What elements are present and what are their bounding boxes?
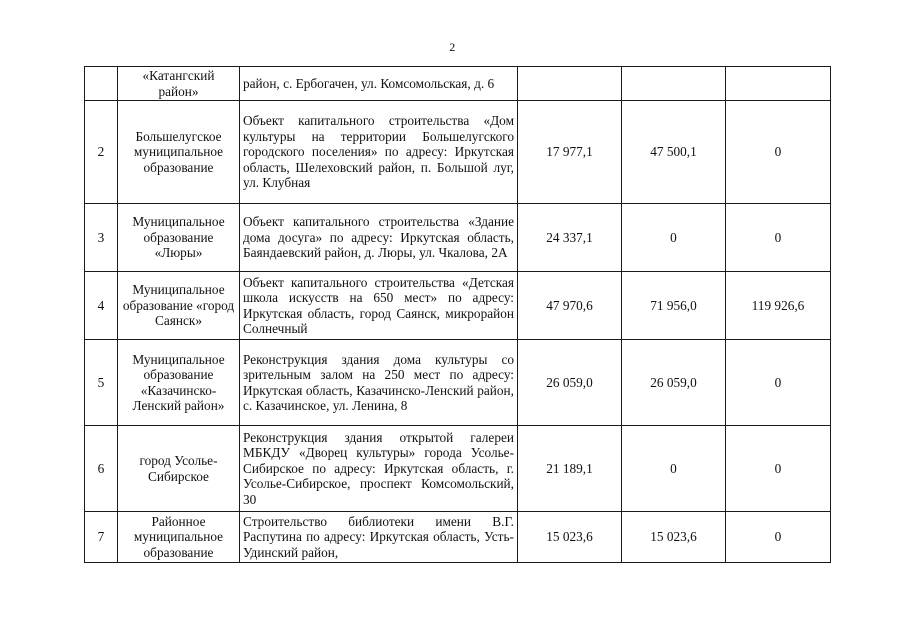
municipality-cell: Районное муниципальное образование <box>118 512 240 563</box>
table-row <box>85 340 831 426</box>
municipality-cell: Большелугское муниципальное образование <box>118 101 240 204</box>
value-cell-2 <box>622 67 726 101</box>
municipality-cell: Муниципальное образование «Люры» <box>118 204 240 272</box>
row-number: 3 <box>85 204 118 272</box>
value-cell-1: 47 970,6 <box>518 272 622 340</box>
table-row <box>85 67 831 101</box>
object-cell: Объект капитального строительства «Здание дома досуга» по адресу: Иркутская область, Баяндаевский район, д. Люры, ул. Чкалова, 2А <box>240 204 518 272</box>
value-cell-1: 17 977,1 <box>518 101 622 204</box>
value-cell-2: 15 023,6 <box>622 512 726 563</box>
municipality-cell: город Усолье-Сибирское <box>118 426 240 512</box>
object-cell: район, с. Ербогачен, ул. Комсомольская, д. 6 <box>240 67 518 101</box>
value-cell-2: 0 <box>622 204 726 272</box>
value-cell-3: 0 <box>726 426 831 512</box>
value-cell-2: 47 500,1 <box>622 101 726 204</box>
object-cell: Объект капитального строительства «Дом культуры на территории Большелугского городского поселения» по адресу: Иркутская область, Шелеховский район, п. Большой луг, ул. Клубная <box>240 101 518 204</box>
object-cell: Реконструкция здания дома культуры со зрительным залом на 250 мест по адресу: Иркутская область, Казачинско-Ленский район, с. Казачинское, ул. Ленина, 8 <box>240 340 518 426</box>
table-row <box>85 101 831 204</box>
row-number: 7 <box>85 512 118 563</box>
row-number: 5 <box>85 340 118 426</box>
value-cell-3 <box>726 67 831 101</box>
object-cell: Объект капитального строительства «Детская школа искусств на 650 мест» по адресу: Иркутская область, город Саянск, микрорайон Солнечный <box>240 272 518 340</box>
table-row <box>85 512 831 563</box>
value-cell-3: 0 <box>726 340 831 426</box>
table-row <box>85 204 831 272</box>
value-cell-1 <box>518 67 622 101</box>
value-cell-1: 26 059,0 <box>518 340 622 426</box>
object-cell: Строительство библиотеки имени В.Г. Распутина по адресу: Иркутская область, Усть-Удинский район, <box>240 512 518 563</box>
row-number <box>85 67 118 101</box>
value-cell-3: 0 <box>726 204 831 272</box>
row-number: 2 <box>85 101 118 204</box>
row-number: 4 <box>85 272 118 340</box>
municipality-cell: «Катангский район» <box>118 67 240 101</box>
table-row <box>85 272 831 340</box>
table-row <box>85 426 831 512</box>
value-cell-3: 0 <box>726 101 831 204</box>
municipality-cell: Муниципальное образование «город Саянск» <box>118 272 240 340</box>
funding-table <box>84 66 831 563</box>
value-cell-3: 0 <box>726 512 831 563</box>
value-cell-1: 21 189,1 <box>518 426 622 512</box>
value-cell-3: 119 926,6 <box>726 272 831 340</box>
value-cell-1: 15 023,6 <box>518 512 622 563</box>
value-cell-2: 0 <box>622 426 726 512</box>
page-number: 2 <box>449 40 456 54</box>
value-cell-2: 71 956,0 <box>622 272 726 340</box>
value-cell-2: 26 059,0 <box>622 340 726 426</box>
object-cell: Реконструкция здания открытой галереи МБКДУ «Дворец культуры» города Усолье-Сибирское по адресу: Иркутская область, г. Усолье-Сибирское, проспект Комсомольский, 30 <box>240 426 518 512</box>
value-cell-1: 24 337,1 <box>518 204 622 272</box>
municipality-cell: Муниципальное образование «Казачинско-Ленский район» <box>118 340 240 426</box>
row-number: 6 <box>85 426 118 512</box>
